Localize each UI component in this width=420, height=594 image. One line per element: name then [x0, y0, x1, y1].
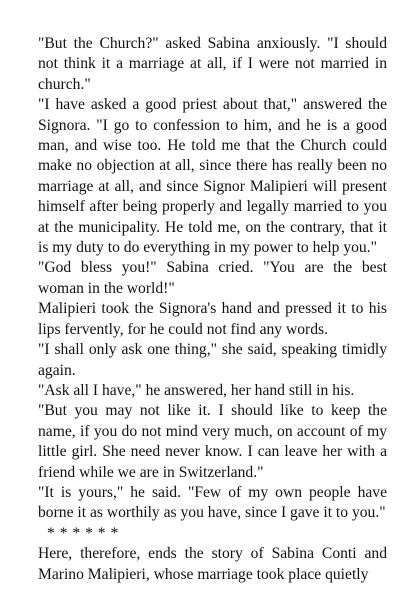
paragraph-church-question: "But the Church?" asked Sabina anxiously. "I should not think it a marriage at all, if I were not married in church."	[38, 35, 387, 93]
paragraph-priest-answer: "I have asked a good priest about that," answered the Signora. "I go to confession to him, and he is a good man, and wise too. He told me that the Church could make no objection at all, since there has really been no marriage at all, and since Signor Malipieri will present himself after being properly and legally married to you at the municipality. He told me, on the contrary, that it is my duty to do everything in my power to help you."	[38, 96, 387, 257]
paragraph-god-bless: "God bless you!" Sabina cried. "You are the best woman in the world!"	[38, 259, 387, 297]
book-page	[38, 34, 387, 585]
paragraph-keep-name: "But you may not like it. I should like to keep the name, if you do not mind very much, on account of my little girl. She need never know. I can leave her with a friend while we are in Switzerland."	[38, 402, 387, 481]
paragraph-ask-one-thing: "I shall only ask one thing," she said, speaking timidly again.	[38, 341, 387, 379]
paragraph-it-is-yours: "It is yours," he said. "Few of my own people have borne it as worthily as you have, since I gave it to you."	[38, 483, 387, 522]
paragraph-story-ends: Here, therefore, ends the story of Sabina Conti and Marino Malipieri, whose marriage took place quietly	[38, 545, 387, 583]
paragraph-ask-all: "Ask all I have," he answered, her hand still in his.	[38, 381, 355, 399]
paragraph-hand-kiss: Malipieri took the Signora's hand and pressed it to his lips fervently, for he could not find any words.	[38, 300, 387, 338]
section-separator: * * * * * *	[47, 524, 119, 542]
